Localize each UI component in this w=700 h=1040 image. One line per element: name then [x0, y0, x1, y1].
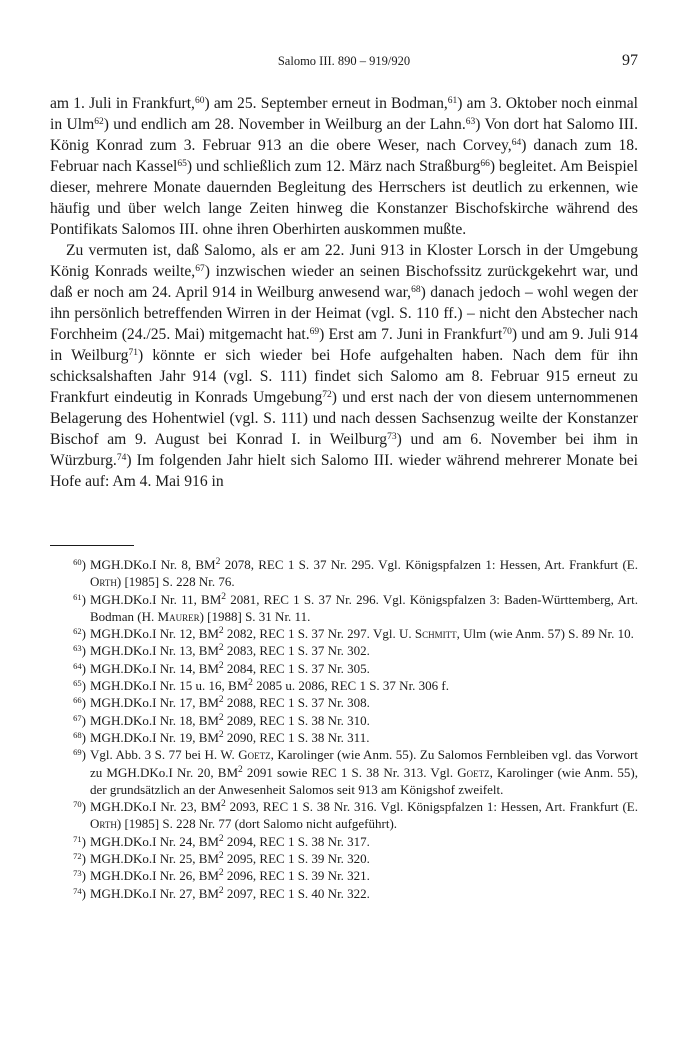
- footnote-number: $^{69}$): [73, 747, 86, 763]
- text-run: ) danach jedoch – wohl wegen der ihn persönlich betreffenden Wirren in der Heimat (vgl. S. 110 ff.) – nicht den Abstecher nach Forchheim (24./25. Mai) mitgemacht hat.: [50, 284, 638, 343]
- footnote-ref: 73: [387, 432, 397, 442]
- running-head-title: Salomo III. 890 – 919/920: [277, 54, 411, 68]
- page-number: 97: [622, 52, 638, 69]
- footnote-number: $^{64}$): [73, 660, 86, 676]
- footnote: $^{64}$) MGH.DKo.I Nr. 14, $BM^2$ 2084, REC 1 S. 37 Nr. 305.: [50, 660, 638, 677]
- footnote-separator: [50, 545, 134, 546]
- footnote: $^{66}$) MGH.DKo.I Nr. 17, $BM^2$ 2088, REC 1 S. 37 Nr. 308.: [50, 694, 638, 711]
- footnote-number: $^{70}$): [73, 799, 86, 815]
- footnote-ref: 60: [194, 96, 205, 106]
- body-text: [50, 93, 638, 492]
- footnote-number: $^{63}$): [73, 643, 86, 659]
- footnote: $^{62}$) MGH.DKo.I Nr. 12, $BM^2$ 2082, REC 1 S. 37 Nr. 297. Vgl. U. Schmitt, Ulm (wie Anm. 57) S. 89 Nr. 10.: [50, 625, 638, 642]
- footnote-number: $^{72}$): [73, 851, 86, 867]
- footnote-number: $^{62}$): [73, 626, 86, 642]
- footnote-ref: 70: [502, 327, 512, 337]
- footnote: $^{69}$) Vgl. Abb. 3 S. 77 bei H. W. Goetz, Karolinger (wie Anm. 55). Zu Salomos Fernbleiben vgl. das Vorwort zu MGH.DKo.I Nr. 20, $BM^2$ 2091 sowie REC 1 S. 38 Nr. 313. Vgl. Goetz, Karolinger (wie Anm. 55), der grundsätzlich an der Anwesenheit Salomos seit 913 am Königshof zweifelt.: [50, 746, 638, 798]
- text-run: ) und schließlich zum 12. März nach Straßburg: [186, 158, 481, 175]
- footnote-ref: 63: [465, 117, 476, 127]
- text-run: ) inzwischen wieder an seinen Bischofssitz zurückgekehrt war, und daß er noch am 24. April 914 in Weilburg anwesend war,: [50, 263, 638, 301]
- footnote-ref: 61: [447, 96, 458, 106]
- text-run: ) Im folgenden Jahr hielt sich Salomo III. wieder während mehrerer Monate bei Hofe auf: Am 4. Mai 916 in: [50, 452, 638, 490]
- footnote-number: $^{67}$): [73, 712, 86, 728]
- footnote: $^{60}$) MGH.DKo.I Nr. 8, $BM^2$ 2078, REC 1 S. 37 Nr. 295. Vgl. Königspfalzen 1: Hessen, Art. Frankfurt (E. Orth) [1985] S. 228 Nr. 76.: [50, 556, 638, 591]
- text-run: ) und endlich am 28. November in Weilburg an der Lahn.: [103, 116, 466, 133]
- footnote-ref: 64: [511, 138, 522, 148]
- footnote-ref: 68: [411, 285, 421, 295]
- footnote-number: $^{65}$): [73, 678, 86, 694]
- footnote: $^{74}$) MGH.DKo.I Nr. 27, $BM^2$ 2097, REC 1 S. 40 Nr. 322.: [50, 885, 638, 902]
- footnote-ref: 71: [128, 348, 138, 358]
- paragraph-1: [50, 93, 638, 240]
- footnote-number: $^{66}$): [73, 695, 86, 711]
- footnote: $^{67}$) MGH.DKo.I Nr. 18, $BM^2$ 2089, REC 1 S. 38 Nr. 310.: [50, 712, 638, 729]
- text-run: ) und am 6. November bei ihm in Würzburg.: [50, 431, 639, 469]
- footnote-ref: 65: [177, 159, 187, 169]
- footnote-ref: 72: [322, 390, 332, 400]
- footnote: $^{65}$) MGH.DKo.I Nr. 15 u. 16, $BM^2$ 2085 u. 2086, REC 1 S. 37 Nr. 306 f.: [50, 677, 638, 694]
- text-run: ) begleitet. Am Beispiel dieser, mehrere Monate dauernden Begleitung des Herrschers ist deutlich zu erkennen, wie häufig und über welch lange Zeiten hinweg die Konstanzer Bischofskirche während des Pontifikats Salomos III. ohne ihren Oberhirten auskommen mußte.: [50, 158, 638, 238]
- footnote: $^{72}$) MGH.DKo.I Nr. 25, $BM^2$ 2095, REC 1 S. 39 Nr. 320.: [50, 850, 638, 867]
- text-run: ) und am 9. Juli 914 in Weilburg: [50, 326, 638, 364]
- text-run: ) am 25. September erneut in Bodman,: [204, 95, 448, 112]
- footnote-number: $^{60}$): [73, 557, 86, 572]
- text-run: ) danach zum 18. Februar nach Kassel: [50, 137, 638, 175]
- footnote: $^{71}$) MGH.DKo.I Nr. 24, $BM^2$ 2094, REC 1 S. 38 Nr. 317.: [50, 833, 638, 850]
- text-run: ) am 3. Oktober noch einmal in Ulm: [50, 95, 638, 133]
- text-run: am 1. Juli in Frankfurt,: [50, 95, 195, 112]
- footnote: $^{61}$) MGH.DKo.I Nr. 11, $BM^2$ 2081, REC 1 S. 37 Nr. 296. Vgl. Königspfalzen 3: Baden-Württemberg, Art. Bodman (H. Maurer) [1988] S. 31 Nr. 11.: [50, 591, 638, 626]
- footnote-ref: 74: [116, 453, 127, 463]
- footnote-number: $^{71}$): [73, 833, 86, 849]
- footnote-ref: 67: [195, 264, 205, 274]
- running-head: [50, 52, 638, 78]
- footnote: $^{73}$) MGH.DKo.I Nr. 26, $BM^2$ 2096, REC 1 S. 39 Nr. 321.: [50, 867, 638, 884]
- page-header: [50, 52, 638, 78]
- text-run: ) könnte er sich wieder bei Hofe aufgehalten haben. Nach dem für ihn schicksalshaften Jahr 914 (vgl. S. 111) findet sich Salomo am 8. Februar 915 erneut zu Frankfurt eindeutig in Konrads Umgebung: [50, 347, 638, 406]
- footnote-ref: 62: [94, 117, 104, 127]
- footnote-number: $^{61}$): [73, 591, 86, 607]
- footnote-number: $^{68}$): [73, 729, 86, 745]
- text-run: Zu vermuten ist, daß Salomo, als er am 22. Juni 913 in Kloster Lorsch in der Umgebung König Konrads weilte,: [50, 242, 638, 280]
- footnote-number: $^{73}$): [73, 868, 86, 884]
- text-run: ) Von dort hat Salomo III. König Konrad zum 3. Februar 913 an die obere Weser, nach Corvey,: [50, 116, 638, 154]
- text-run: ) Erst am 7. Juni in Frankfurt: [319, 326, 503, 343]
- paragraph-2: [50, 240, 638, 492]
- footnote: $^{70}$) MGH.DKo.I Nr. 23, $BM^2$ 2093, REC 1 S. 38 Nr. 316. Vgl. Königspfalzen 1: Hessen, Art. Frankfurt (E. Orth) [1985] S. 228 Nr. 77 (dort Salomo nicht aufgeführt).: [50, 798, 638, 833]
- footnote-ref: 66: [480, 159, 490, 169]
- footnote: $^{68}$) MGH.DKo.I Nr. 19, $BM^2$ 2090, REC 1 S. 38 Nr. 311.: [50, 729, 638, 746]
- text-run: ) und erst nach der von diesem unternommenen Belagerung des Hohentwiel (vgl. S. 111) und nach dessen Sachsenzug weilte der Konstanzer Bischof am 9. August bei Konrad I. in Weilburg: [50, 389, 638, 448]
- footnote-number: $^{74}$): [73, 885, 86, 901]
- footnote: $^{63}$) MGH.DKo.I Nr. 13, $BM^2$ 2083, REC 1 S. 37 Nr. 302.: [50, 642, 638, 659]
- footnote-ref: 69: [309, 327, 320, 337]
- footnotes: [50, 556, 638, 902]
